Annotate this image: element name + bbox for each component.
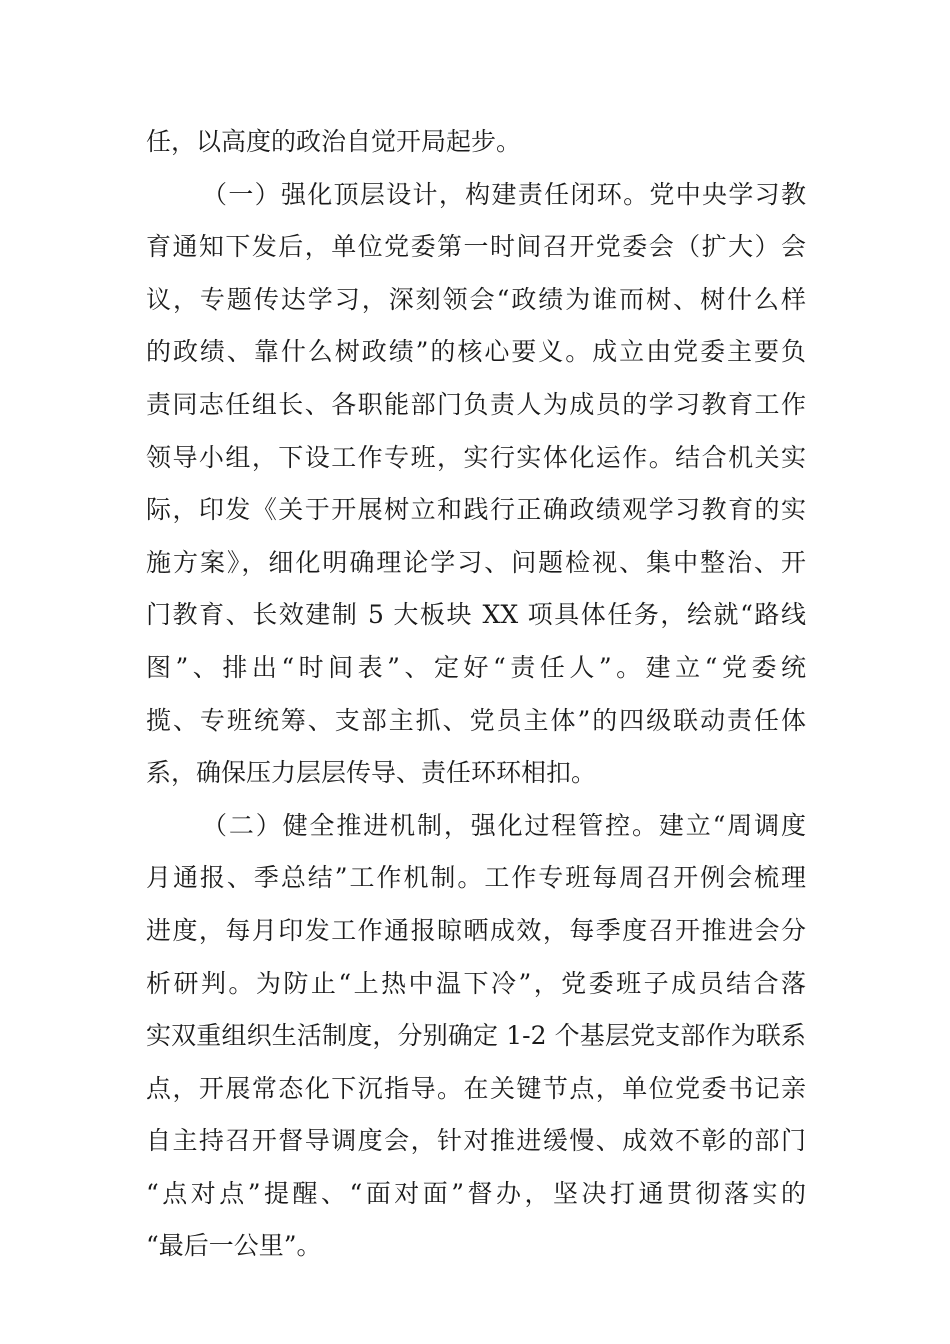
paragraph-line: （二）健全推进机制，强化过程管控。建立“周调度: [202, 810, 806, 840]
document-body: [146, 116, 806, 1273]
paragraph-line: 责同志任组长、各职能部门负责人为成员的学习教育工作: [146, 389, 806, 419]
paragraph-line: 议，专题传达学习，深刻领会“政绩为谁而树、树什么样: [146, 284, 806, 314]
paragraph-line: 门教育、长效建制 5 大板块 XX 项具体任务，绘就“路线: [146, 600, 806, 630]
paragraph-line: 点，开展常态化下沉指导。在关键节点，单位党委书记亲: [146, 1073, 806, 1103]
paragraph-line: 任，以高度的政治自觉开局起步。: [146, 127, 522, 156]
paragraph-line: 析研判。为防止“上热中温下冷”，党委班子成员结合落: [146, 968, 806, 998]
paragraph-line: 际，印发《关于开展树立和践行正确政绩观学习教育的实: [146, 495, 806, 525]
paragraph-line: 系，确保压力层层传导、责任环环相扣。: [146, 758, 597, 788]
paragraph-line: 领导小组，下设工作专班，实行实体化运作。结合机关实: [146, 442, 806, 472]
paragraph-line: 的政绩、靠什么树政绩”的核心要义。成立由党委主要负: [146, 337, 806, 367]
paragraph-line: 揽、专班统筹、支部主抓、党员主体”的四级联动责任体: [146, 705, 806, 735]
paragraph-line: 实双重组织生活制度，分别确定 1-2 个基层党支部作为联系: [146, 1021, 806, 1051]
paragraph-line: 图”、排出“时间表”、定好“责任人”。建立“党委统: [146, 652, 806, 682]
paragraph-line: 育通知下发后，单位党委第一时间召开党委会（扩大）会: [146, 232, 806, 262]
paragraph-line: 自主持召开督导调度会，针对推进缓慢、成效不彰的部门: [146, 1126, 806, 1156]
paragraph-line: “点对点”提醒、“面对面”督办，坚决打通贯彻落实的: [146, 1178, 806, 1208]
paragraph-line: 施方案》，细化明确理论学习、问题检视、集中整治、开: [146, 547, 806, 577]
paragraph-line: 月通报、季总结”工作机制。工作专班每周召开例会梳理: [146, 863, 806, 893]
paragraph-line: “最后一公里”。: [146, 1231, 322, 1261]
paragraph-line: 进度，每月印发工作通报晾晒成效，每季度召开推进会分: [146, 915, 806, 945]
paragraph-line: （一）强化顶层设计，构建责任闭环。党中央学习教: [202, 179, 806, 209]
